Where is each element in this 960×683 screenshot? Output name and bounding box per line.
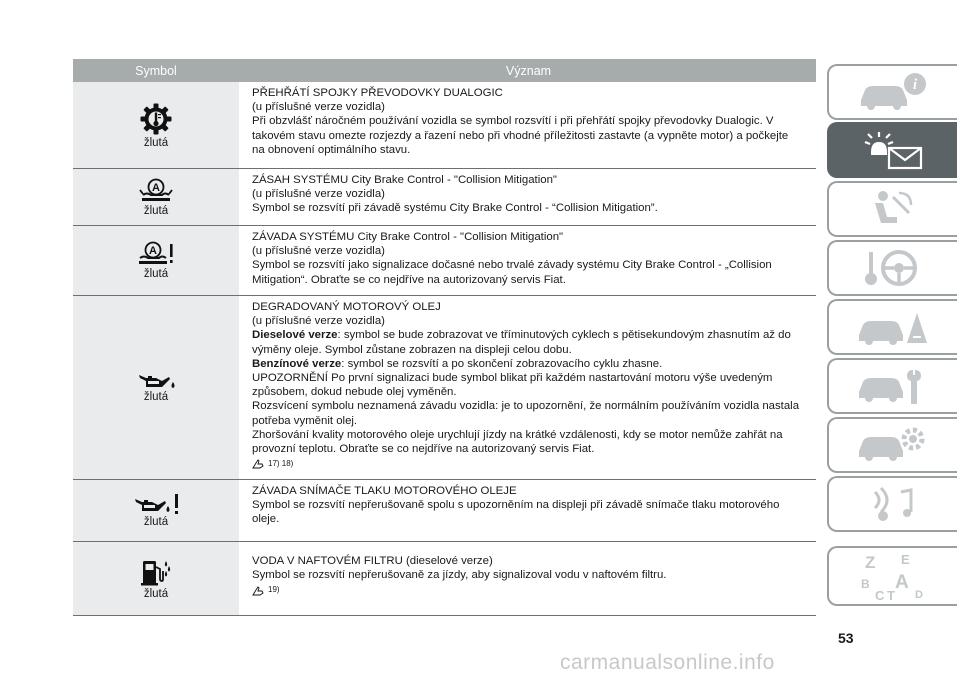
- svg-text:A: A: [149, 245, 157, 257]
- index-letter: D: [915, 589, 923, 601]
- diesel-text: : symbol se bude zobrazovat ve tříminutových cyklech s pětisekundovým zhasnutím až do: [337, 329, 791, 342]
- steering-wheel-key-icon: [853, 246, 933, 290]
- row-text: takovém stavu omezte rozjezdy a řazení nebo při vhodné příležitosti zastavte (a vypněte motor) a počkejte: [252, 129, 789, 142]
- symbol-color: žlutá: [143, 391, 169, 403]
- meaning-cell: [239, 82, 816, 168]
- tab-warning-lights[interactable]: [827, 122, 957, 178]
- tab-index[interactable]: [827, 546, 957, 606]
- row-title: VODA V NAFTOVÉM FILTRU (dieselové verze): [252, 555, 493, 567]
- meaning-cell: [239, 480, 816, 541]
- row-text: Zhoršování kvality motorového oleje urychlují jízdy na krátké vzdálenosti, kdy se motor nemůže zahřát na: [252, 428, 783, 441]
- row-text: výměny oleje. Symbol zůstane zobrazen na displeji celou dobu.: [252, 343, 572, 356]
- row-text: provozní teplotu. Obraťte se co nejdříve na autorizovaný servis Fiat.: [252, 443, 595, 456]
- reference-hand-icon: [252, 459, 264, 469]
- tab-emergency[interactable]: [827, 299, 957, 355]
- table-row: [73, 542, 816, 616]
- row-text: oleje.: [252, 513, 280, 526]
- row-title: ZÁVADA SYSTÉMU City Brake Control - "Collision Mitigation": [252, 231, 564, 243]
- row-title: ZÁSAH SYSTÉMU City Brake Control - "Collision Mitigation": [252, 174, 557, 186]
- petrol-text: : symbol se rozsvítí a po skončení zobrazovacího cyklu zhasne.: [341, 357, 663, 370]
- technical-data-gear-icon: [853, 423, 933, 467]
- svg-text:i: i: [912, 77, 918, 93]
- collision-mitigation-icon: [138, 178, 174, 204]
- clutch-overheat-gear-icon: [139, 102, 173, 136]
- index-letter: C: [875, 588, 885, 602]
- row-text: způsobem, dokud nebude olej vyměněn.: [252, 386, 457, 399]
- table-row: [73, 296, 816, 480]
- meaning-cell: [239, 296, 816, 479]
- index-letter: B: [861, 577, 870, 591]
- tab-starting-driving[interactable]: [827, 240, 957, 296]
- row-text: [252, 328, 816, 342]
- meaning-cell: [239, 226, 816, 295]
- row-text: Symbol se rozsvítí při závadě systému City Brake Control - “Collision Mitigation”.: [252, 202, 658, 215]
- row-title: ZÁVADA SNÍMAČE TLAKU MOTOROVÉHO OLEJE: [252, 485, 517, 497]
- symbol-cell: [73, 169, 239, 225]
- header-meaning: Význam: [505, 63, 552, 78]
- row-text: Symbol se rozsvítí nepřerušovaně spolu s upozorněním na displeji při závadě snímače tlaku motorového: [252, 499, 780, 512]
- row-subtitle: (u příslušné verze vozidla): [252, 101, 385, 114]
- page-number: 53: [838, 630, 854, 646]
- symbol-color: žlutá: [143, 588, 169, 600]
- row-text: Mitigation“. Obraťte se co nejdříve na autorizovaný servis Fiat.: [252, 273, 566, 286]
- table-row: [73, 226, 816, 296]
- meaning-cell: [239, 169, 816, 225]
- symbol-color: žlutá: [143, 516, 169, 528]
- collision-mitigation-failure-icon: [137, 241, 175, 267]
- row-subtitle: (u příslušné verze vozidla): [252, 188, 385, 201]
- tab-maintenance[interactable]: [827, 358, 957, 414]
- references: [252, 583, 816, 597]
- row-title: PŘEHŘÁTÍ SPOJKY PŘEVODOVKY DUALOGIC: [252, 87, 503, 99]
- row-text: UPOZORNĚNÍ Po první signalizaci bude symbol blikat při každém nastartování motoru výše uvedeným: [252, 372, 773, 385]
- tab-technical-data[interactable]: [827, 417, 957, 473]
- reference-hand-icon: [252, 586, 264, 596]
- row-subtitle: (u příslušné verze vozidla): [252, 245, 385, 258]
- tab-safety[interactable]: [827, 181, 957, 237]
- index-letter: Z: [865, 553, 876, 572]
- table-row: [73, 480, 816, 542]
- header-symbol: Symbol: [135, 63, 177, 78]
- diesel-label: Dieselové verze: [252, 329, 338, 342]
- row-text: potřeba vyměnit olej.: [252, 414, 358, 427]
- multimedia-music-icon: [853, 482, 933, 526]
- reference-numbers: 19): [268, 585, 280, 595]
- symbol-cell: [73, 542, 239, 615]
- symbol-color: žlutá: [143, 136, 169, 149]
- seat-airbag-icon: [853, 187, 933, 231]
- svg-text:A: A: [152, 181, 160, 194]
- row-text: Při obzvlášť náročném používání vozidla se symbol rozsvítí i při přehřátí spojky převodovky Dualogic. V: [252, 115, 774, 128]
- index-letters-icon: [853, 550, 933, 602]
- warning-lights-table: [73, 59, 816, 616]
- symbol-cell: [73, 82, 239, 168]
- tab-car-info[interactable]: [827, 64, 957, 120]
- row-text: [252, 357, 816, 371]
- row-title: DEGRADOVANÝ MOTOROVÝ OLEJ: [252, 301, 441, 313]
- row-text: Rozsvícení symbolu neznamená závadu vozidla: je to upozornění, že normálním používáním vozidla nastala: [252, 400, 800, 413]
- index-letter: T: [887, 588, 895, 602]
- table-header: [73, 59, 816, 82]
- reference-numbers: 17) 18): [268, 459, 294, 469]
- row-subtitle: (u příslušné verze vozidla): [252, 315, 385, 328]
- petrol-label: Benzínové verze: [252, 357, 342, 370]
- car-accident-warning-icon: [853, 305, 933, 349]
- watermark: carmanualsonline.info: [560, 651, 775, 674]
- tab-multimedia[interactable]: [827, 476, 957, 532]
- symbol-color: žlutá: [143, 204, 169, 217]
- row-text: Symbol se rozsvítí jako signalizace dočasné nebo trvalé závady systému City Brake Control - „Collision: [252, 259, 772, 272]
- symbol-cell: [73, 296, 239, 479]
- water-in-fuel-filter-icon: [140, 557, 172, 587]
- oil-level-sensor-failure-icon: [132, 493, 180, 515]
- oil-can-degraded-icon: [136, 372, 176, 390]
- warning-light-message-icon: [853, 128, 933, 172]
- table-row: [73, 169, 816, 226]
- meaning-cell: [239, 542, 816, 615]
- car-info-icon: [853, 70, 933, 114]
- symbol-color: žlutá: [143, 268, 169, 280]
- index-letter: E: [901, 552, 910, 567]
- symbol-cell: [73, 480, 239, 541]
- car-wrench-icon: [853, 364, 933, 408]
- row-text: na obnovení optimálního stavu.: [252, 143, 411, 156]
- index-letter: A: [895, 572, 909, 593]
- references: [252, 457, 816, 471]
- table-row: [73, 82, 816, 169]
- row-text: Symbol se rozsvítí nepřerušovaně za jízdy, aby signalizoval vodu v naftovém filtru.: [252, 569, 667, 582]
- symbol-cell: [73, 226, 239, 295]
